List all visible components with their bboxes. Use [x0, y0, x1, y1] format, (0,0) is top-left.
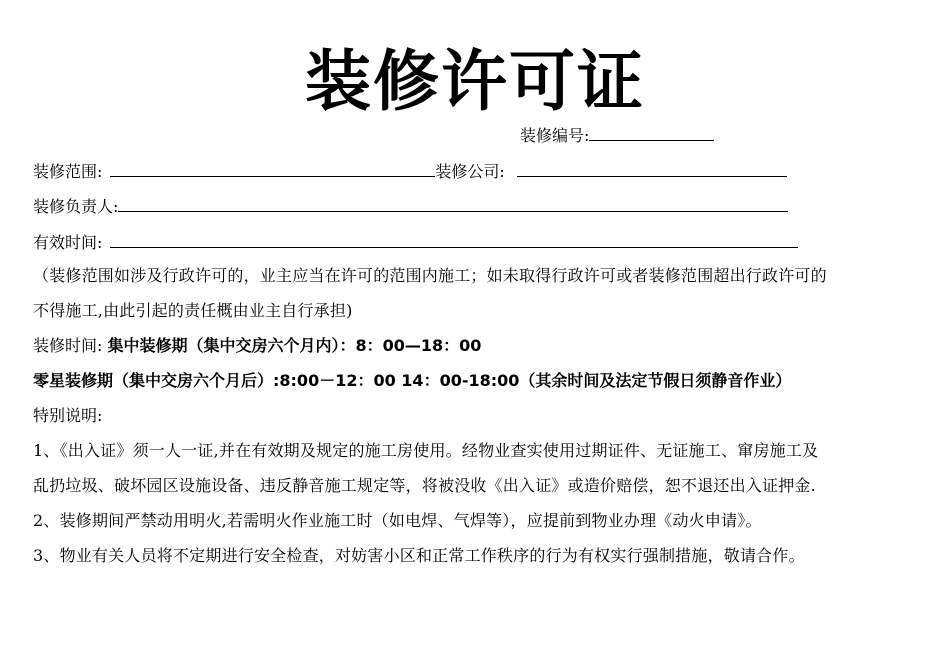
time-label: 装修时间: [33, 336, 103, 355]
note-line-1: （装修范围如涉及行政许可的，业主应当在许可的范围内施工；如未取得行政许可或者装修范围超出行政许可的 [33, 266, 827, 285]
number-blank [589, 124, 714, 141]
valid-blank [110, 231, 798, 248]
scope-row [33, 160, 787, 182]
person-blank [118, 195, 788, 212]
special-label: 特别说明: [33, 406, 103, 425]
company-label: 装修公司: [435, 162, 505, 181]
scattered-period: 零星装修期（集中交房六个月后）:8:00－12：00 14：00-18:00（其余时间及法定节假日须静音作业） [33, 371, 792, 390]
special-item-3: 3、物业有关人员将不定期进行安全检查，对妨害小区和正常工作秩序的行为有权实行强制措施，敬请合作。 [33, 546, 805, 565]
special-item-1-line-1: 1、《出入证》须一人一证,并在有效期及规定的施工房使用。经物业查实使用过期证件、无证施工、窜房施工及 [33, 441, 819, 460]
valid-row [33, 231, 798, 253]
number-label: 装修编号: [520, 126, 590, 145]
note-line-2: 不得施工,由此引起的责任概由业主自行承担) [33, 301, 353, 320]
scope-blank [110, 160, 435, 177]
special-item-2: 2、装修期间严禁动用明火,若需明火作业施工时（如电焊、气焊等），应提前到物业办理《动火申请》。 [33, 511, 762, 530]
company-blank [517, 160, 787, 177]
person-label: 装修负责人: [33, 197, 119, 216]
valid-label: 有效时间: [33, 233, 103, 252]
document-title: 装修许可证 [305, 43, 645, 120]
scope-label: 装修范围: [33, 162, 103, 181]
person-row [33, 195, 788, 217]
special-item-1-line-2: 乱扔垃圾、破坏园区设施设备、违反静音施工规定等，将被没收《出入证》或造价赔偿，恕不退还出入证押金. [33, 476, 816, 495]
concentrated-period: 集中装修期（集中交房六个月内）：8：00—18：00 [107, 336, 482, 355]
number-row [520, 124, 714, 146]
time-row [33, 336, 481, 356]
